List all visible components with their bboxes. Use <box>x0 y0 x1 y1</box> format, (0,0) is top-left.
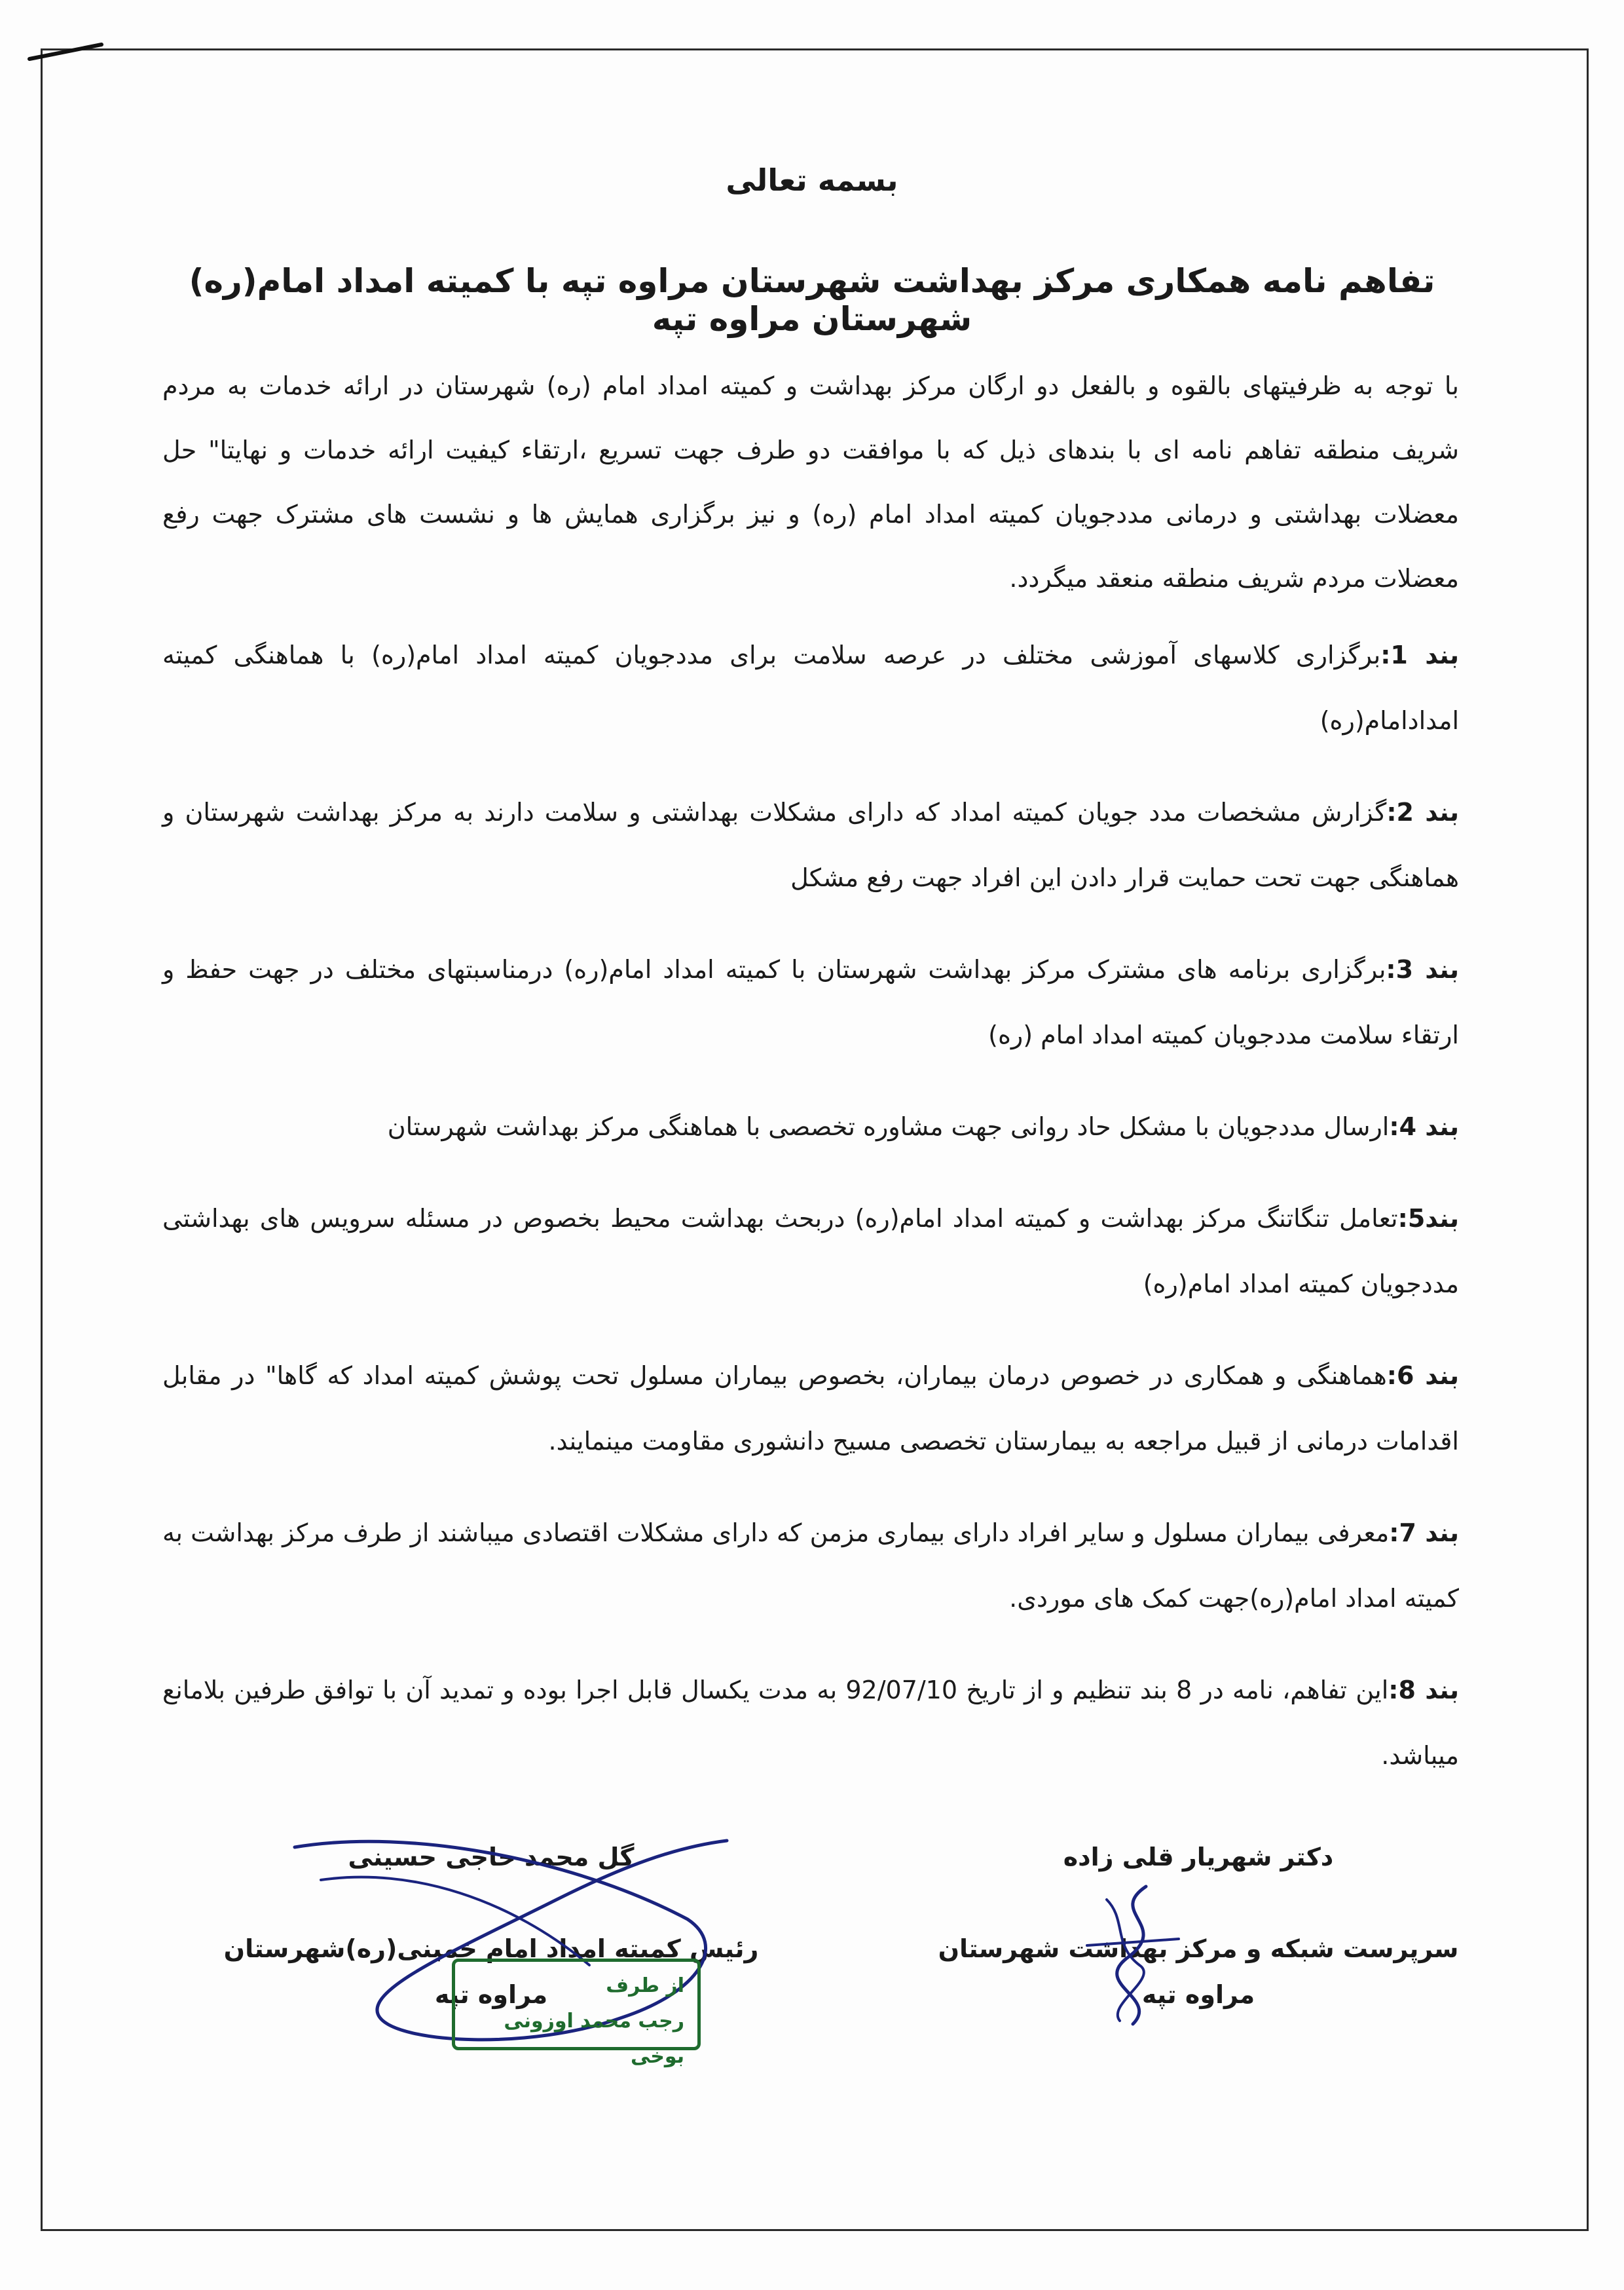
bismillah-heading: بسمه تعالی <box>726 162 898 198</box>
clause-5 <box>162 1186 1459 1317</box>
clause-text: معرفی بیماران مسلول و سایر افراد دارای بیماری مزمن که دارای مشکلات اقتصادی میباشند از طرف مرکز بهداشت به کمیته امداد امام(ره)جهت کمک های موردی. <box>162 1518 1459 1613</box>
clause-text: برگزاری برنامه های مشترک مرکز بهداشت شهرستان با کمیته امداد امام(ره) درمناسبتهای مختلف در جهت حفظ و ارتقاء سلامت مددجویان کمیته امداد امام (ره) <box>162 955 1459 1049</box>
clause-text: ارسال مددجویان با مشکل حاد روانی جهت مشاوره تخصصی با هماهنگی مرکز بهداشت شهرستان <box>387 1112 1390 1141</box>
clause-text: هماهنگی و همکاری در خصوص درمان بیماران، بخصوص بیماران مسلول تحت پوشش کمیته امداد که گاها" در مقابل اقدامات درمانی از قبیل مراجعه به بیمارستان تخصصی مسیح دانشوری مقاومت مینمایند. <box>162 1361 1459 1455</box>
stamp-line-1: از طرف <box>606 1974 684 1997</box>
signatory-name: گل محمد حاجی حسینی <box>348 1843 635 1871</box>
clause-8 <box>162 1657 1459 1788</box>
clauses-list <box>162 622 1459 1814</box>
signatory-title: رئیس کمیته امداد امام خمینی(ره)شهرستان مراوه تپه <box>223 1934 759 2009</box>
clause-label: بند 4: <box>1389 1112 1459 1141</box>
document-title: تفاهم نامه همکاری مرکز بهداشت شهرستان مراوه تپه با کمیته امداد امام(ره) شهرستان مراوه تپه <box>189 262 1435 338</box>
signatory-name: دکتر شهریار قلی زاده <box>1063 1843 1334 1871</box>
official-stamp <box>452 1959 701 2068</box>
clause-4 <box>162 1094 1459 1159</box>
stamp-line-2: رجب محمد اوزونی بوخی <box>504 2010 684 2068</box>
clause-6 <box>162 1343 1459 1474</box>
clause-label: بند 3: <box>1386 955 1459 984</box>
clause-label: بند5: <box>1397 1204 1459 1233</box>
clause-1 <box>162 622 1459 753</box>
clause-label: بند 6: <box>1386 1361 1459 1390</box>
clause-2 <box>162 779 1459 910</box>
clause-text: برگزاری کلاسهای آموزشی مختلف در عرصه سلامت برای مددجویان کمیته امداد امام(ره) با هماهنگی کمیته امدادامام(ره) <box>162 641 1459 735</box>
clause-label: بند 8: <box>1388 1676 1460 1704</box>
intro-paragraph: با توجه به ظرفیتهای بالقوه و بالفعل دو ارگان مرکز بهداشت و کمیته امداد امام (ره) شهرستان در ارائه خدمات به مردم شریف منطقه تفاهم نامه ای با بندهای ذیل که با موافقت دو طرف جهت تسریع ،ارتقاء کیفیت ارائه خدمات و نهایتا" حل معضلات بهداشتی و درمانی مددجویان کمیته امداد امام (ره) و نیز برگزاری همایش ها و نشست های مشترک جهت رفع معضلات مردم شریف منطقه منعقد میگردد. <box>162 371 1459 593</box>
clause-label: بند 1: <box>1380 641 1460 669</box>
clause-7 <box>162 1500 1459 1631</box>
clause-text: گزارش مشخصات مدد جویان کمیته امداد که دارای مشکلات بهداشتی و سلامت دارند به مرکز بهداشت شهرستان و هماهنگی جهت تحت حمایت قرار دادن این افراد جهت رفع مشکل <box>162 798 1459 892</box>
clause-text: این تفاهم، نامه در 8 بند تنظیم و از تاریخ 92/07/10 به مدت یکسال قابل اجرا بوده و تمدید آن با توافق طرفین بلامانع میباشد. <box>162 1676 1459 1770</box>
corner-mark <box>26 39 105 66</box>
signature-block-health-center <box>917 1834 1480 2009</box>
handwritten-signature-right <box>1067 1873 1198 2031</box>
signatory-title: سرپرست شبکه و مرکز بهداشت شهرستان مراوه تپه <box>938 1934 1459 2009</box>
clause-3 <box>162 937 1459 1068</box>
clause-label: بند 2: <box>1386 798 1459 827</box>
clause-label: بند 7: <box>1389 1518 1459 1547</box>
clause-text: تعامل تنگاتنگ مرکز بهداشت و کمیته امداد امام(ره) دربحث بهداشت محیط بخصوص در مسئله سرویس های بهداشتی مددجویان کمیته امداد امام(ره) <box>162 1204 1459 1298</box>
